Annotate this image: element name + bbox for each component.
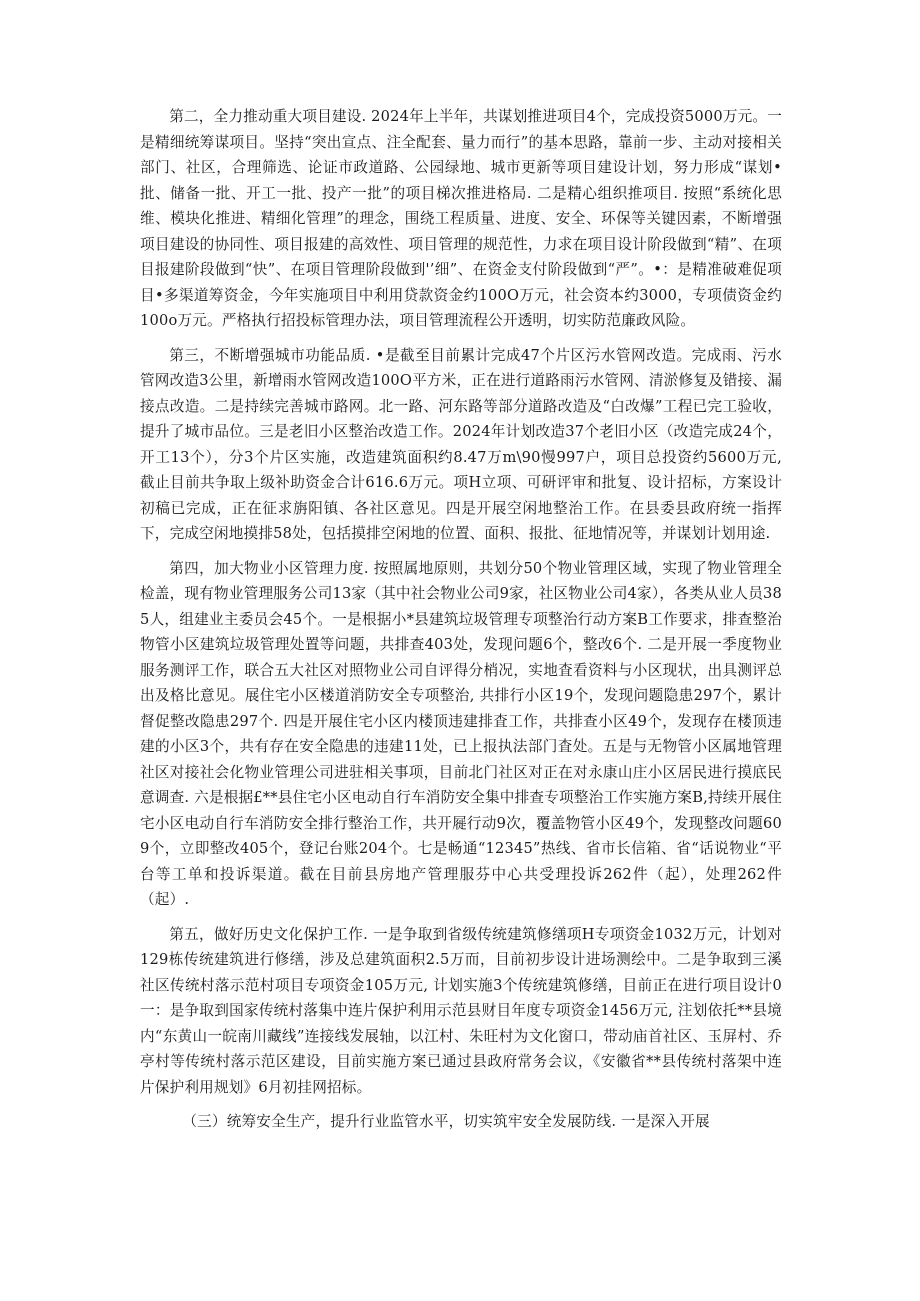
- paragraph-cultural-protection: 第五，做好历史文化保护工作. 一是争取到省级传统建筑修缮项H专项资金1032万元，计划对129栋传统建筑进行修缮，涉及总建筑面积2.5万而，目前初步设计进场测绘中。二是争取到三溪社区传统村落示范村项目专项资金105万元, 计划实施3个传统建筑修缮，目前正在进行项目设计0一：是争取到国家传统村落集中连片保护利用示范县财目年度专项资金1456万元, 注划依托**县境内“东黄山一皖南川藏线”连接线发展轴，以江村、朱旺村为文化窗口，带动庙首社区、玉屏村、乔亭村等传统村落示范区建设，目前实施方案已通过县政府常务会议，《安徽省**县传统村落架中连片保护利用规划》6月初挂网招标。: [140, 925, 782, 1096]
- paragraph-city-function: 第三，不断增强城市功能品质. •是截至目前累计完成47个片区污水管网改造。完成雨、污水管网改造3公里，新增雨水管网改造100O平方米，正在进行道路雨污水管网、清淤修复及错接、漏接点改造。二是持续完善城市路网。北一路、河东路等部分道路改造及“白改爆”工程已完工验收，提升了城市品位。三是老旧小区整治改造工作。2024年计划改造37个老旧小区（改造完成24个，开工13个），分3个片区实施，改造建筑面积约8.47万m\90慢997户，项目总投资约5600万元, 截止目前共争取上级补助资金合计616.6万元。项H立项、可研评审和批复、设计招标，方案设计初稿已完成，正在征求旃阳镇、各社区意见。四是开展空闲地整治工作。在县委县政府统一指挥下，完成空闲地摸排58处，包括摸排空闲地的位置、面积、报批、征地情况等，并谋划计划用途.: [140, 346, 782, 542]
- paragraph-safety-production: （三）统筹安全生产，提升行业监管水平，切实筑牢安全发展防线. 一是深入开展: [182, 1113, 710, 1130]
- paragraph-property-management: 第四，加大物业小区管理力度. 按照属地原则，共划分50个物业管理区域，实现了物业管理全检盖，现有物业管理服务公司13家（其中社会物业公司9家，社区物业公司4家），各类从业人员385人，组建业主委员会45个。一是根据小*县建筑垃圾管理专项整治行动方案B工作要求，排查整治物管小区建筑垃圾管理处置等问题，共排查403处，发现问题6个，整改6个. 二是开展一季度物业服务测评工作，联合五大社区对照物业公司自评得分梢况，实地査看资料与小区现状，出具测评总出及格比意见。展住宅小区楼道消防安全专项整治, 共排行小区19个，发现问题隐患297个，累计督促整改隐患297个. 四是开展住宅小区内楼顶违建排査工作，共排查小区49个，发现存在楼顶违建的小区3个，共有存在安全隐患的违建11处，已上报执法部门査处。五是与无物管小区属地管理社区对接社会化物业管理公司进驻相关事项，目前北门社区对正在对永康山庄小区居民进行摸底民意调查. 六是根据£**县住宅小区电动自行车消防安全集中排查专项整治工作实施方案B,持续开展住宅小区电动自行车消防安全排行整治工作，共开屣行动9次，覆盖物管小区49个，发现整改问题609个，立即整改405个，登记台账204个。七是畅通“12345”热线、省市长信箱、省“话说物业“平台等工单和投诉渠道。截在目前县房地产管理服芬中心共受理投诉262件（起），处理262件（起）.: [140, 559, 782, 908]
- paragraph-project-construction: 第二，全力推动重大项目建设. 2024年上半年，共谋划推进项目4个，完成投资5000万元。一是精细统筹谋项目。坚持“突出宣点、注全配套、量力而行”的基本思路，靠前一步、主动对接相关部门、社区，合理筛选、论证市政道路、公园绿地、城市更新等项目建设计划，努力形成“谋划•批、储备一批、开工一批、投产一批”的项目梯次推进格局. 二是精心组织推项目. 按照“系统化思维、模块化推进、精细化管理”的理念，围绕工程质量、进度、安全、环保等关键因素，不断增强项目建设的协同性、项目报建的高效性、项目管理的规范性，力求在项目设计阶段做到“精”、在项目报建阶段做到“快”、在项目管理阶段做到'’细”、在资金支付阶段做到“严”。•：是精准破难促项目•多渠道筹资金，今年实施项目中利用贷款资金约100O万元，社会资本约3000，专项债资金约100o万元。严格执行招投标管理办法，项目管理流程公开透明，切实防范廉政风险。: [140, 108, 783, 329]
- document-body: [140, 104, 782, 1144]
